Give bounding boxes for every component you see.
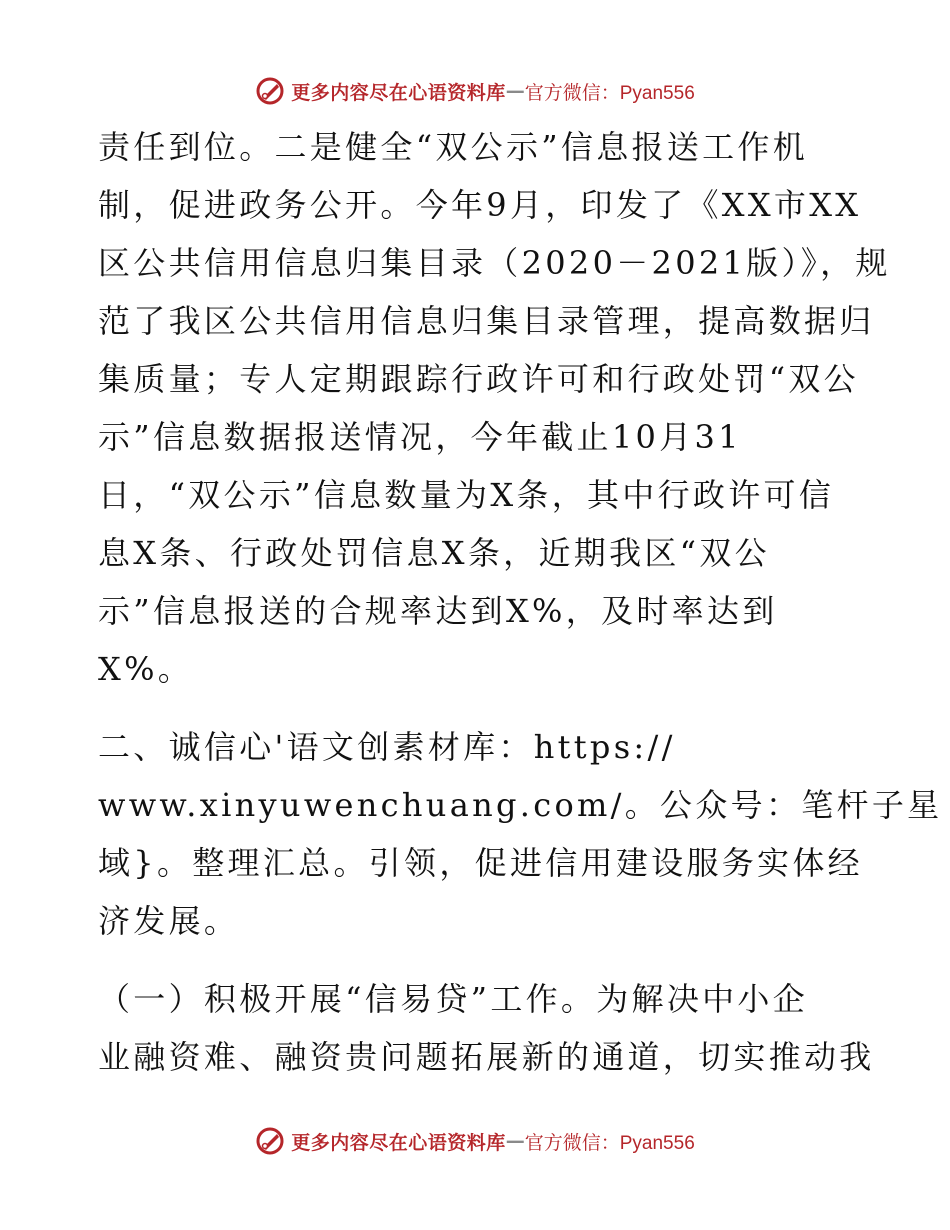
- paragraph-2: [98, 718, 943, 950]
- quill-pen-logo-icon: [255, 76, 285, 106]
- paragraph-gap: [98, 698, 868, 718]
- text-line: 示”信息数据报送情况，今年截止10月31: [98, 418, 742, 456]
- header-separator: —: [505, 80, 525, 102]
- header-contact: 官方微信：Pyan556: [524, 82, 695, 104]
- text-line: 区公共信用信息归集目录（2020－2021版）》，规: [98, 244, 891, 282]
- text-line: 业融资难、融资贵问题拓展新的通道，切实推动我: [98, 1038, 875, 1076]
- text-line: 示”信息报送的合规率达到X%，及时率达到: [98, 592, 778, 630]
- paragraph-3: [98, 970, 875, 1086]
- text-line: www.xinyuwenchuang.com/。公众号：笔杆子星: [98, 786, 943, 824]
- footer-separator: —: [505, 1130, 525, 1152]
- text-line: 集质量；专人定期跟踪行政许可和行政处罚“双公: [98, 360, 859, 398]
- footer-site-name: 更多内容尽在心语资料库: [291, 1131, 506, 1154]
- header-banner: [0, 74, 950, 108]
- text-line: 域}。整理汇总。引领，促进信用建设服务实体经: [98, 844, 863, 882]
- text-line: X%。: [98, 650, 194, 688]
- footer-contact: 官方微信：Pyan556: [524, 1132, 695, 1154]
- paragraph-1: [98, 118, 891, 698]
- text-line: 制，促进政务公开。今年9月，印发了《XX市XX: [98, 186, 862, 224]
- footer-banner: [0, 1124, 950, 1158]
- section-heading-line: 二、诚信心'语文创素材库：https://: [98, 728, 676, 766]
- header-site-name: 更多内容尽在心语资料库: [291, 81, 506, 104]
- text-line: 息X条、行政处罚信息X条，近期我区“双公: [98, 534, 770, 572]
- quill-pen-logo-icon: [255, 1126, 285, 1156]
- document-body: [98, 118, 943, 1086]
- text-line: 范了我区公共信用信息归集目录管理，提高数据归: [98, 302, 875, 340]
- text-line: 济发展。: [98, 902, 240, 940]
- text-line: 日，“双公示”信息数量为X条，其中行政许可信: [98, 476, 835, 514]
- paragraph-gap: [98, 950, 868, 970]
- text-line: 责任到位。二是健全“双公示”信息报送工作机: [98, 128, 809, 166]
- subsection-heading-line: （一）积极开展“信易贷”工作。为解决中小企: [98, 980, 809, 1018]
